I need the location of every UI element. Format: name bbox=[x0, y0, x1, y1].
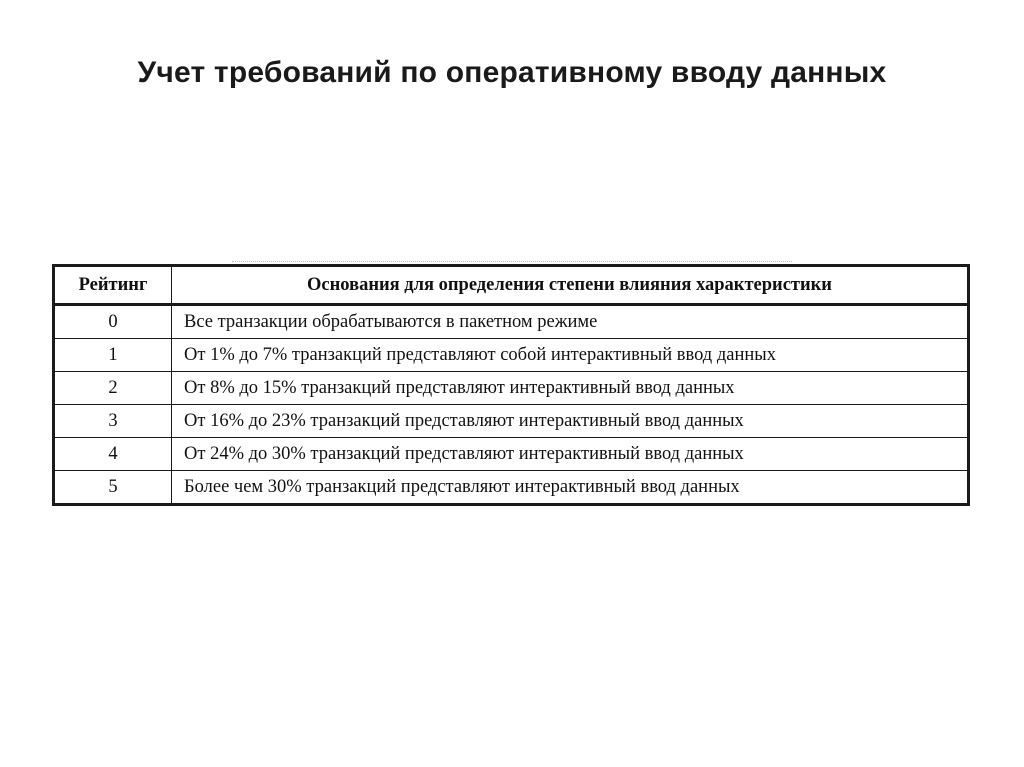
header-basis: Основания для определения степени влияния характеристики bbox=[172, 266, 969, 305]
table-row bbox=[54, 305, 969, 339]
table-header-row bbox=[54, 266, 969, 305]
header-rating: Рейтинг bbox=[54, 266, 172, 305]
rating-cell: 1 bbox=[54, 339, 172, 372]
table-row bbox=[54, 372, 969, 405]
description-cell: Более чем 30% транзакций представляют интерактивный ввод данных bbox=[172, 471, 969, 505]
rating-table bbox=[52, 264, 970, 506]
rating-cell: 2 bbox=[54, 372, 172, 405]
table-row bbox=[54, 339, 969, 372]
rating-cell: 5 bbox=[54, 471, 172, 505]
description-cell: От 8% до 15% транзакций представляют интерактивный ввод данных bbox=[172, 372, 969, 405]
scan-artifact-line bbox=[232, 261, 792, 266]
table-row bbox=[54, 405, 969, 438]
rating-cell: 4 bbox=[54, 438, 172, 471]
description-cell: От 1% до 7% транзакций представляют собой интерактивный ввод данных bbox=[172, 339, 969, 372]
rating-table-container bbox=[52, 264, 970, 506]
rating-cell: 3 bbox=[54, 405, 172, 438]
table-row bbox=[54, 438, 969, 471]
slide-title: Учет требований по оперативному вводу данных bbox=[137, 56, 887, 90]
rating-cell: 0 bbox=[54, 305, 172, 339]
description-cell: От 24% до 30% транзакций представляют интерактивный ввод данных bbox=[172, 438, 969, 471]
description-cell: Все транзакции обрабатываются в пакетном режиме bbox=[172, 305, 969, 339]
description-cell: От 16% до 23% транзакций представляют интерактивный ввод данных bbox=[172, 405, 969, 438]
table-row bbox=[54, 471, 969, 505]
